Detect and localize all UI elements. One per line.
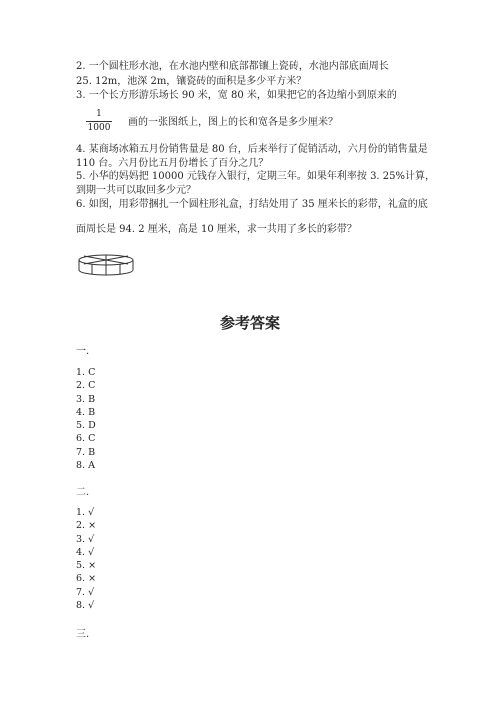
answer-item: 1. C xyxy=(76,367,96,378)
answer-item: 2. C xyxy=(76,380,96,392)
answer-item: 4. √ xyxy=(76,546,95,558)
answers-title: 参考答案 xyxy=(219,314,280,332)
section-3-label: 三. xyxy=(76,629,90,640)
answer-item: 8. √ xyxy=(76,600,95,612)
q6-line2: 面周长是 94. 2 厘米，高是 10 厘米，求一共用了多长的彩带？ xyxy=(76,224,357,235)
answers-list-2 xyxy=(76,506,96,612)
answer-item: 5. D xyxy=(76,420,96,432)
answer-item: 3. B xyxy=(76,393,96,405)
answer-item: 2. × xyxy=(76,520,97,532)
fraction-numerator: 1 xyxy=(96,109,102,119)
q5-line1: 5. 小华的妈妈把 10000 元钱存入银行，定期三年。如果年利率按 3. 25%计算， xyxy=(76,171,436,182)
q2-line1: 2. 一个圆柱形水池，在水池内壁和底部都镶上瓷砖，水池内部底面周长 xyxy=(76,61,389,72)
answer-item: 6. C xyxy=(76,433,96,445)
answers-list-1 xyxy=(76,366,96,472)
answer-item: 5. × xyxy=(76,560,97,572)
q5-line2: 到期一共可以取回多少元？ xyxy=(76,185,196,196)
q3-line1: 3. 一个长方形游乐场长 90 米，宽 80 米，如果把它的各边缩小到原来的 xyxy=(76,90,397,101)
answer-item: 4. B xyxy=(76,406,96,418)
q6-line1: 6. 如图，用彩带捆扎一个圆柱形礼盒，打结处用了 35 厘米长的彩带，礼盒的底 xyxy=(76,199,428,210)
fraction-denominator: 1000 xyxy=(87,123,111,133)
fraction-1-1000 xyxy=(86,109,112,134)
answer-item: 7. B xyxy=(76,446,96,458)
answer-item: 6. × xyxy=(76,573,97,585)
section-2-label: 二. xyxy=(76,487,90,498)
answer-item: 3. √ xyxy=(76,533,95,545)
q4-line1: 4. 某商场冰箱五月份销售量是 80 台，后来举行了促销活动，六月份的销售量是 xyxy=(76,144,428,155)
q3-line2: 画的一张图纸上，图上的长和宽各是多少厘米？ xyxy=(128,117,338,128)
q4-line2: 110 台。六月份比五月份增长了百分之几？ xyxy=(76,158,269,169)
answer-item: 7. √ xyxy=(76,586,95,598)
q2-line2: 25. 12m，池深 2m，镶瓷砖的面积是多少平方米？ xyxy=(76,76,307,87)
answer-item: 8. A xyxy=(76,460,95,472)
cylinder-gift-box-figure xyxy=(76,252,136,280)
fraction-bar xyxy=(86,121,112,122)
answer-item: 1. √ xyxy=(76,507,95,518)
section-1-label: 一. xyxy=(76,346,90,357)
